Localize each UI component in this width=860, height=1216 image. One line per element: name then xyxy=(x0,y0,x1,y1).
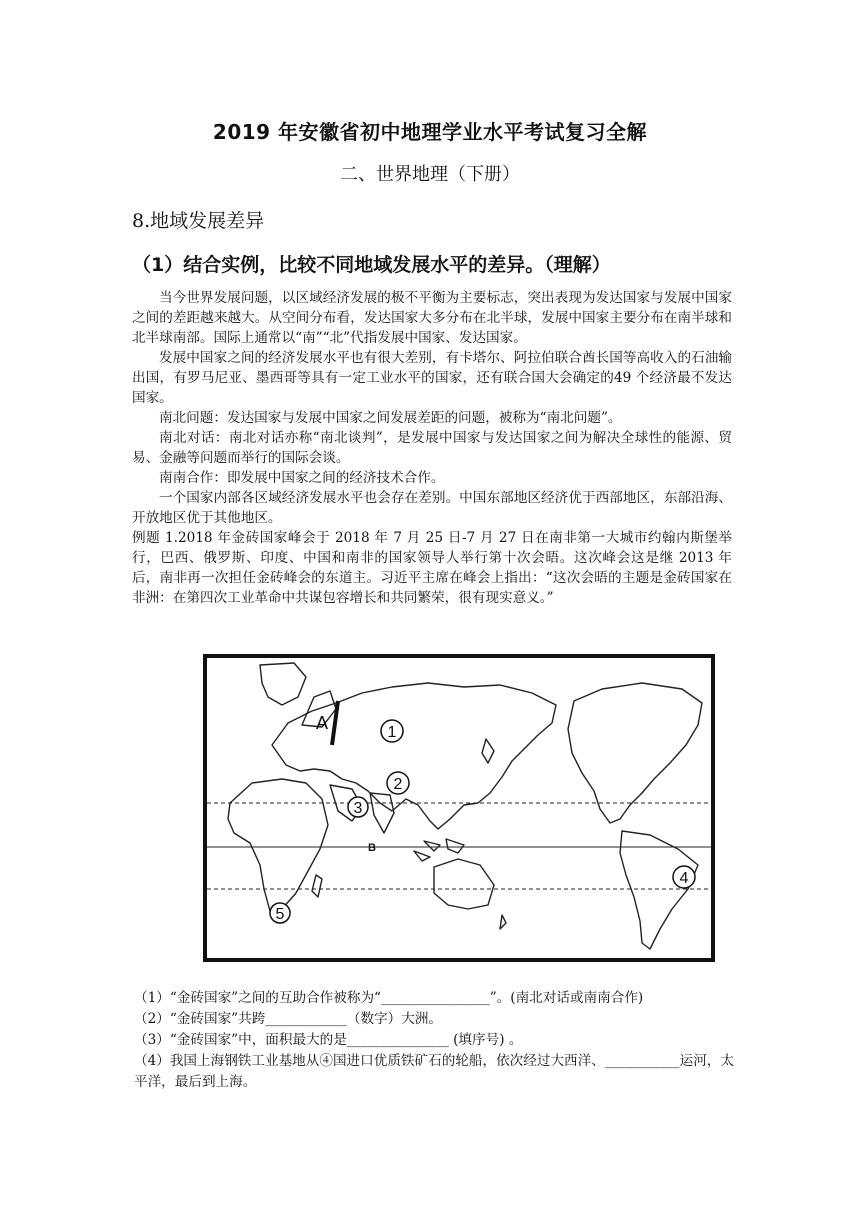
map-marker-4-label: 4 xyxy=(679,870,689,887)
question-3: （3）“金砖国家”中，面积最大的是_______________ (填序号) 。 xyxy=(134,1032,523,1048)
paragraph: 南北对话：南北对话亦称“南北谈判”，是发展中国家与发达国家之间为解决全球性的能源、贸易、金融等问题而举行的国际会谈。 xyxy=(132,430,732,466)
page-title: 2019 年安徽省初中地理学业水平考试复习全解 xyxy=(212,120,648,144)
map-marker-3-label: 3 xyxy=(353,800,363,817)
paragraph: 发展中国家之间的经济发展水平也有很大差别，有卡塔尔、阿拉伯联合酋长国等高收入的石油输出国，有罗马尼亚、墨西哥等具有一定工业水平的国家，还有联合国大会确定的49 个经济最不发达国家。 xyxy=(132,350,732,406)
questions-block xyxy=(134,988,734,1093)
paragraph: 南北问题：发达国家与发展中国家之间发展差距的问题，被称为“南北问题”。 xyxy=(159,410,622,426)
paragraph: 当今世界发展问题，以区域经济发展的极不平衡为主要标志，突出表现为发达国家与发展中国家之间的差距越来越大。从空间分布看，发达国家大多分布在北半球，发展中国家主要分布在南半球和北半球南部。国际上通常以“南”“北”代指发展中国家、发达国家。 xyxy=(132,290,732,346)
question-4: （4）我国上海钢铁工业基地从④国进口优质铁矿石的轮船，依次经过大西洋、___________运河，太平洋，最后到上海。 xyxy=(134,1053,734,1090)
question-2: （2）“金砖国家”共跨____________（数字）大洲。 xyxy=(134,1011,443,1027)
map-marker-2-label: 2 xyxy=(393,776,403,793)
paragraph: 南南合作：即发展中国家之间的经济技术合作。 xyxy=(159,470,445,486)
map-label-b: B xyxy=(368,842,376,854)
section-heading: 8.地域发展差异 xyxy=(132,210,265,232)
body-text xyxy=(132,288,732,608)
question-1: （1）“金砖国家”之间的互助合作被称为“________________”。(南北对话或南南合作) xyxy=(134,990,644,1006)
example-text: 例题 1.2018 年金砖国家峰会于 2018 年 7 月 25 日-7 月 27 日在南非第一大城市约翰内斯堡举行，巴西、俄罗斯、印度、中国和南非的国家领导人举行第十次会晤。这次峰会这是继 2013 年后，南非再一次担任金砖峰会的东道主。习近平主席在峰会上指出：“这次会晤的主题是金砖国家在非洲：在第四次工业革命中共谋包容增长和共同繁荣，很有现实意义。” xyxy=(132,530,732,606)
map-marker-1-label: 1 xyxy=(387,724,397,741)
paragraph: 一个国家内部各区域经济发展水平也会存在差别。中国东部地区经济优于西部地区，东部沿海、开放地区优于其他地区。 xyxy=(132,490,732,526)
map-marker-5-label: 5 xyxy=(275,906,285,923)
map-label-a: A xyxy=(316,713,329,733)
subsection-heading: （1）结合实例，比较不同地域发展水平的差异。（理解） xyxy=(132,254,611,276)
page-subtitle: 二、世界地理（下册） xyxy=(340,164,520,185)
world-map xyxy=(202,653,716,963)
